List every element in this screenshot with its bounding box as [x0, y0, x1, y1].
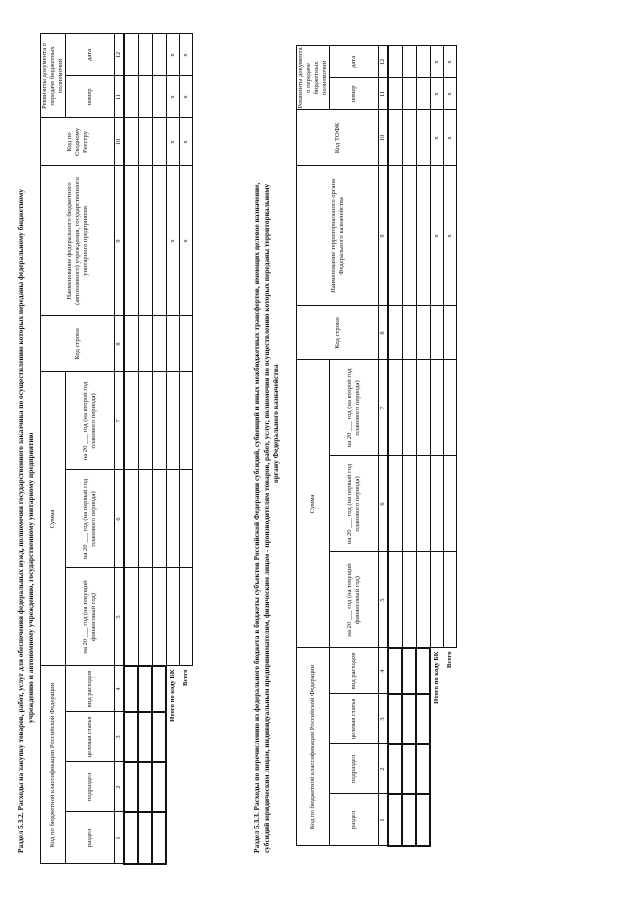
section-1-title	[16, 33, 35, 853]
x-mark: x	[443, 110, 456, 166]
s2-head-year-2: на 20 ___ год (на первый год планового периода)	[330, 456, 379, 552]
s1-head-sum: Сумма	[41, 372, 66, 666]
section-2-title-line-3: органу Федерального казначейства	[271, 364, 281, 483]
x-mark: x	[430, 78, 443, 110]
total-all-row	[443, 46, 456, 846]
s1-colnum: 7	[115, 372, 125, 470]
section-2-title-line-1: Раздел 5.3.3. Расходы по перечислению из федерального бюджета в бюджеты субъектов Российской Федерации субсидий, субвенций и иных межбюджетных трансфертов, имеющих целевое назначение,	[252, 182, 261, 853]
section-2-title	[252, 23, 281, 853]
s2-colnum: 11	[379, 78, 389, 110]
x-mark: x	[179, 76, 192, 118]
s2-head-razdel: раздел	[330, 794, 379, 846]
s2-colnum: 9	[379, 166, 389, 306]
section-2-table	[296, 45, 457, 847]
s1-colnum: 1	[115, 812, 125, 864]
s2-head-req: Реквизиты документа о передаче бюджетных полномочий	[297, 47, 328, 109]
section-2-title-line-2: субсидий юридическим лицам, индивидуальным предпринимателям, физическим лицам - производителям товаров, работ, услуг, полномочия по осуществлению которых переданы территориальному	[261, 183, 271, 853]
s1-total-bk-label: Итого по коду БК	[169, 669, 176, 722]
s1-colnum: 9	[115, 166, 125, 316]
s1-head-kbk: Код по бюджетной классификации Российской Федерации	[41, 666, 66, 864]
s2-head-sum: Сумма	[297, 360, 330, 648]
s2-head-vid: вид расходов	[330, 648, 379, 694]
section-1-title-line-2: учреждению и автономному учреждению, государственному унитарному предприятию	[25, 432, 35, 723]
section-1-title-line-1: Раздел 5.3.2. Расходы на закупку товаров, работ, услуг для обеспечения федеральных нужд, полномочия государственного заказчика по осуществлению которых переданы федеральному бюджетному	[16, 188, 25, 853]
x-mark: x	[443, 166, 456, 306]
s2-colnum: 12	[379, 46, 389, 78]
s1-colnum: 10	[115, 118, 125, 166]
s1-colnum: 5	[115, 568, 125, 666]
x-mark: x	[179, 34, 192, 76]
s1-colnum: 3	[115, 712, 125, 762]
x-mark: x	[166, 166, 179, 316]
table-row	[138, 34, 152, 864]
s2-head-celevaya: целевая статья	[330, 694, 379, 744]
s2-colnum: 2	[379, 744, 389, 794]
s2-colnum: 7	[379, 360, 389, 456]
s1-head-code-line: Код строки	[41, 316, 115, 372]
s2-head-data: дата	[330, 46, 379, 78]
x-mark: x	[430, 166, 443, 306]
section-1-table	[40, 33, 193, 865]
x-mark: x	[443, 78, 456, 110]
s1-head-year-3: на 20 ___ год (на второй год планового периода)	[66, 372, 115, 470]
total-bk-row	[430, 46, 443, 846]
s2-colnum: 8	[379, 306, 389, 360]
s2-head-year-1: на 20 ___ год (на текущий финансовый год)	[330, 552, 379, 648]
s1-total-all-label: Всего	[181, 669, 189, 686]
s1-head-req: Реквизиты документа о передаче бюджетных полномочий	[41, 34, 66, 118]
s2-head-podrazdel: подраздел	[330, 744, 379, 794]
x-mark: x	[166, 34, 179, 76]
s2-colnum: 4	[379, 648, 389, 694]
s2-total-bk-label: Итого по коду БК	[433, 651, 440, 704]
s1-head-year-1: на 20 ___ год (на текущий финансовый год)	[66, 568, 115, 666]
s1-colnum: 12	[115, 34, 125, 76]
table-row	[152, 34, 166, 864]
x-mark: x	[166, 118, 179, 166]
table-row	[388, 46, 402, 846]
total-bk-row	[166, 34, 179, 864]
s2-colnum: 10	[379, 110, 389, 166]
s1-head-data: дата	[66, 34, 115, 76]
s1-head-podrazdel: подраздел	[66, 762, 115, 812]
s1-head-celevaya: целевая статья	[66, 712, 115, 762]
table-row	[124, 34, 138, 864]
x-mark: x	[430, 46, 443, 78]
s1-colnum: 4	[115, 666, 125, 712]
s2-head-tofk: Код ТОФК	[297, 110, 379, 166]
x-mark: x	[443, 46, 456, 78]
s2-total-all-label: Всего	[445, 651, 453, 668]
s2-head-code-line: Код строки	[297, 306, 379, 360]
s2-colnum: 3	[379, 694, 389, 744]
table-row	[416, 46, 430, 846]
s1-head-razdel: раздел	[66, 812, 115, 864]
s2-colnum: 1	[379, 794, 389, 846]
s2-colnum: 5	[379, 552, 389, 648]
s1-colnum: 6	[115, 470, 125, 568]
table-row	[402, 46, 416, 846]
s1-head-nomer: номер	[66, 76, 115, 118]
s1-colnum: 8	[115, 316, 125, 372]
s2-head-kbk: Код по бюджетной классификации Российской Федерации	[297, 648, 330, 846]
x-mark: x	[179, 118, 192, 166]
s1-colnum: 2	[115, 762, 125, 812]
total-all-row	[179, 34, 192, 864]
s2-colnum: 6	[379, 456, 389, 552]
s2-head-nomer: номер	[330, 78, 379, 110]
s1-colnum: 11	[115, 76, 125, 118]
s2-head-year-3: на 20 ___ год (на второй год планового периода)	[330, 360, 379, 456]
x-mark: x	[179, 166, 192, 316]
x-mark: x	[430, 110, 443, 166]
x-mark: x	[166, 76, 179, 118]
s1-head-reestr: Код по Сводному Реестру	[41, 118, 115, 166]
s1-head-name: Наименование федерального бюджетного (автономного) учреждения, государственного унитарного предприятия	[41, 166, 115, 316]
s1-head-year-2: на 20 ___ год (на первый год планового периода)	[66, 470, 115, 568]
s1-head-vid: вид расходов	[66, 666, 115, 712]
s2-head-name: Наименование территориального органа Федерального казначейства	[297, 166, 379, 306]
